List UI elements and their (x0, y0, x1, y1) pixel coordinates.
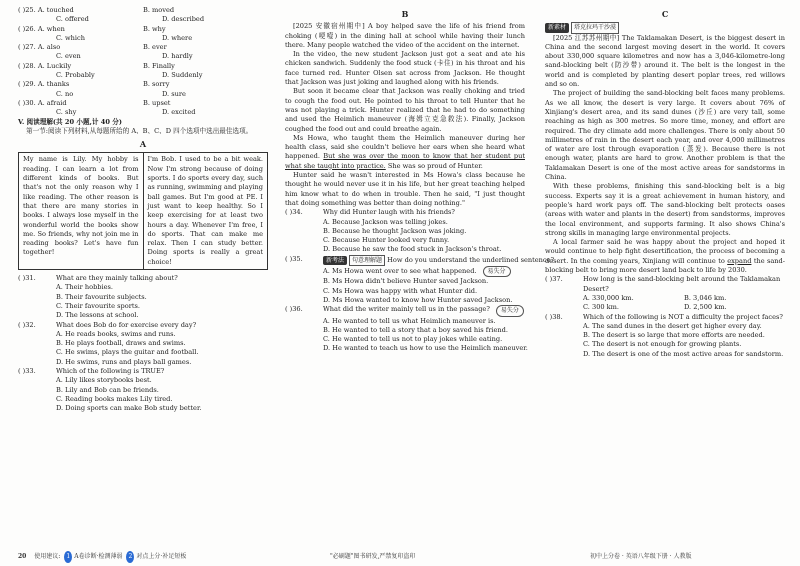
passage-b-para-4: Ms Howa, who taught them the Heimlich maneuver during her health class, said she couldn't believe her ears when she heard what happened. But she was over the moon to know that her student put what she taught into practice. She was so proud of Hunter. (285, 133, 525, 170)
page-footer (0, 551, 800, 563)
question-35: ( )35. 新考法 句意理解题 How do you understand the underlined sentence? A. Ms Howa went over to see what happened. 易失分 B. Ms Howa didn't believe Hunter saved Jackson. C. Ms Howa was happy with what Hunter did. D. Ms Howa wanted to know how Hunter saved Jackson. (285, 254, 555, 304)
question-30: ( )30. A. afraid B. upset C. shy D. excited (18, 98, 196, 117)
passage-b-para-5: Hunter said he wasn't interested in Ms Howa's class because he thought he would never use it in his life, but her great teaching helped him know what to do when in trouble. Then he said, "I just thought that doing something was better than doing nothing." (285, 171, 525, 207)
question-31: ( )31. What are they mainly talking about? A. Their hobbies. B. Their favourite subjects. C. Their favourite sports. D. The lessons at school. (18, 274, 178, 320)
question-27: ( )27. A. also B. ever C. even D. hardly (18, 43, 193, 61)
passage-b-para-3: But soon it became clear that Jackson was really choking and tried to cough the food out. He pointed to his throat to tell Hunter that he was not playing a trick. Hunter realized that he had to do something and used the Heimlich maneuver (海姆立克急救法). Finally, Jackson coughed the food out and could breathe again. (285, 87, 525, 133)
page-number: 20 (18, 553, 27, 560)
question-32: ( )32. What does Bob do for exercise every day? A. He reads books, swims and runs. B. He plays football, draws and swims. C. He swims, plays the guitar and football. D. He swims, runs and plays ball games. (18, 320, 199, 366)
passage-c-title: C (661, 9, 669, 19)
passage-c-para-3: With these problems, finishing this sand-blocking belt is a big success. Experts say it is a great achievement in human history, and people's hard work pays off. The sand-blocking belt protects oases (areas with water and plants in the desert) from sandstorms, improves the local environment, and supports farming. It also shows China's strong skills in managing large environmental projects. (545, 182, 785, 237)
section-title: V. 阅读理解(共 20 小题,计 40 分) (18, 117, 122, 126)
column-left (18, 6, 268, 413)
section-intro: 第一节:阅读下列材料,从每题所给的 A、B、C、D 四个选项中选出最佳选项。 (26, 126, 253, 135)
passage-c-para-2: The project of building the sand-blocking belt faces many problems. As we all know, the desert is very large. It covers about 76% of Xinjiang's desert area, and its sand dunes (沙丘) are very tall, some reaching as high as 300 metres. So more time, money, and effort are required. The dry climate add more challenges. There is only about 50 millimetres of rain in the desert each year, and over 4,000 millimetres of water are lost through evaporation (蒸发). Because there is not enough water, plants are hard to grow. Another problem is that the Taklamakan Desert is one of the most active areas for sandstorms in China. (545, 89, 785, 182)
passage-b-para-1: [2025 安徽宿州期中] A boy helped save the life of his friend from choking (哽噎) in the dining hall at school while having their lunch there. Many people watched the video of the accident on the internet. (285, 22, 525, 49)
question-26: ( )26. A. when B. why C. which D. where (18, 24, 193, 42)
error-prone-badge: 易失分 (483, 266, 511, 277)
question-28: ( )28. A. Luckily B. Finally C. Probably D. Suddenly (18, 61, 203, 80)
question-33: ( )33. Which of the following is TRUE? A. Lily likes storybooks best. B. Lily and Bob can be friends. C. Reading books makes Lily tired. D. Doing sports can make Bob study better. (18, 366, 202, 413)
passage-c-tags: 新素材 塔克拉玛干沙漠 (545, 22, 785, 33)
new-material-tag: 新素材 (545, 23, 569, 32)
question-34: ( )34. Why did Hunter laugh with his friends? A. Because Jackson was telling jokes. B. Because he thought Jackson was joking. C. Because Hunter looked very funny. D. Because he saw the food stuck in Jackson's throat. (285, 208, 502, 254)
question-38: ( )38. Which of the following is NOT a difficulty the project faces? A. The sand dunes in the desert get higher every day. B. The desert is so large that more efforts are needed. C. The desert is not enough for growing plants. D. The desert is one of the most active areas for sandstorm. (545, 312, 784, 358)
passage-b-title: B (401, 9, 409, 19)
passage-b-para-2: In the video, the new student Jackson just got a seat and ate his chicken sandwich. Suddenly the food stuck (卡住) in his throat and his face turned red. Hunter Olsen sat across from Jackson. He thought that Jackson was just joking and laughed along with his friends. (285, 50, 525, 87)
footer-center: "必刷题"图书研发,严禁复印盗印 (330, 553, 416, 560)
question-36: ( )36. What did the writer mainly tell us in the passage? 易失分 A. He wanted to tell us what Heimlich maneuver is. B. He wanted to tell a story that a boy saved his friend. C. He wanted to tell us not to play jokes while eating. D. He wanted to teach us how to use the Heimlich maneuver. (285, 305, 528, 353)
passage-c-para-1: [2025 江苏苏州期中] The Taklamakan Desert, is the biggest desert in China and the second largest moving desert in the world. It covers about 330,000 square kilometres and now has a 3,046-kilometre-long sand-blocking belt (防沙带) around it. The belt is the longest in the world and is completed by planting desert poplar trees, red willows and so on. (545, 33, 785, 89)
column-right (545, 6, 785, 359)
question-37: ( )37. How long is the sand-blocking belt around the Taklamakan Desert? A. 330,000 km. B. 3,046 km. C. 300 km. D. 2,500 km. (545, 275, 781, 312)
error-prone-badge: 易失分 (496, 305, 524, 316)
lily-text: My name is Lily. My hobby is reading. I can learn a lot from different kinds of books. But that's not the only reason why I like reading. The other reason is that there are many stories in books. I always lose myself in the wonderful world the books show me. So friends, why not join me in reading books? Let's have fun together! (23, 155, 139, 257)
passage-c-para-4: A local farmer said he was happy about the project and hoped it would continue to help fight desertification, the process of becoming a desert. In the coming years, Xinjiang will continue to expand the sand-blocking belt to bring more desert land back to life by 2030. (545, 238, 785, 275)
question-29: ( )29. A. thanks B. sorry C. no D. sure (18, 80, 186, 98)
footer-right: 初中上分卷 · 英语八年级下册 · 人教版 (590, 553, 692, 560)
passage-a-box (18, 152, 268, 270)
column-middle (285, 6, 555, 354)
question-25: ( )25. A. touched B. moved C. offered D. described (18, 6, 205, 24)
footer-left: 20 使用建议: 1 A卷诊断·检测薄弱 2 对点上分·补足短板 (18, 551, 186, 563)
new-method-tag: 新考法 (323, 256, 347, 265)
bob-text: I'm Bob. I used to be a bit weak. Now I'm strong because of doing sports. I do sports every day, such as running, swimming and playing ball games. But I'm good at PE. I just want to keep healthy. So I keep exercising for at least two hours a day. Whenever I'm free, I do sports. That can make me relax. Then I can study better. Doing sports is really a great choice! (143, 153, 268, 269)
underlined-sentence: But she was over the moon to know that her student put what she taught into practice. (285, 152, 525, 170)
passage-a-title: A (139, 139, 147, 150)
